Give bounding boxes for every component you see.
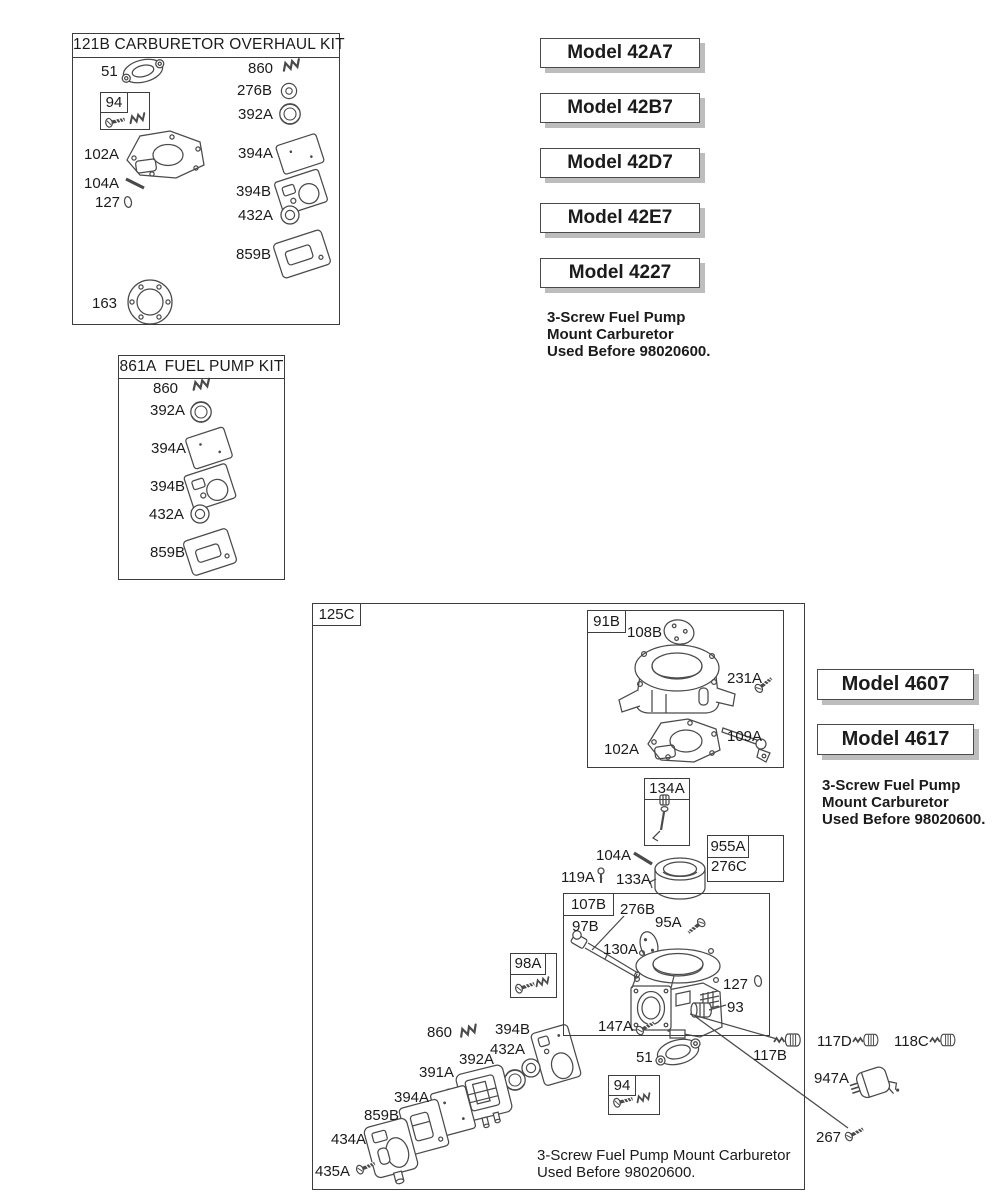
part-label-108b: 108B — [627, 624, 663, 641]
sub-box-134a — [644, 778, 690, 846]
fuel-pump-kit-title: 861A FUEL PUMP KIT — [119, 356, 284, 379]
part-label-394a: 394A — [238, 145, 274, 162]
part-label-392a-fk: 392A — [150, 402, 186, 419]
part-label-97b: 97B — [572, 918, 599, 935]
part-label-860: 860 — [248, 60, 274, 77]
part-label-860-fk: 860 — [153, 380, 179, 397]
top-note-line1: 3-Screw Fuel Pump — [547, 309, 686, 326]
part-label-95a: 95A — [655, 914, 682, 931]
part-label-859b-bt: 859B — [364, 1107, 400, 1124]
part-label-394b-bt: 394B — [495, 1021, 531, 1038]
part-label-394b-fk: 394B — [150, 478, 186, 495]
part-label-394a-fk: 394A — [151, 440, 187, 457]
part-label-434a: 434A — [331, 1131, 367, 1148]
part-label-432a: 432A — [238, 207, 274, 224]
overhaul-kit-title: 121B CARBURETOR OVERHAUL KIT — [73, 34, 339, 58]
plug-118c-drawing — [930, 1034, 955, 1045]
part-label-231a: 231A — [727, 670, 763, 687]
sub-box-98a-label: 98A — [511, 954, 546, 975]
part-label-117d: 117D — [817, 1033, 852, 1050]
right-note-line1: 3-Screw Fuel Pump — [822, 777, 961, 794]
fuel-pump-kit-box — [118, 355, 285, 580]
top-note-line2: Mount Carburetor — [547, 326, 674, 343]
part-label-51-bt: 51 — [636, 1049, 653, 1066]
right-note-line3: Used Before 98020600. — [822, 811, 986, 828]
part-label-432a-fk: 432A — [149, 506, 185, 523]
part-label-163: 163 — [92, 295, 118, 312]
part-label-127b: 127 — [723, 976, 749, 993]
model-badge-4617: Model 4617 — [817, 724, 974, 755]
part-label-102a-91b: 102A — [604, 741, 640, 758]
sub-box-107b-label: 107B — [564, 894, 614, 916]
solenoid-947a-drawing — [847, 1063, 900, 1106]
part-label-147a: 147A — [598, 1018, 634, 1035]
assembly-note-line1: 3-Screw Fuel Pump Mount Carburetor — [537, 1147, 791, 1164]
part-label-102a: 102A — [84, 146, 120, 163]
part-label-859b-fk: 859B — [150, 544, 186, 561]
part-label-118c: 118C — [894, 1033, 929, 1050]
part-label-394a-bt: 394A — [394, 1089, 430, 1106]
part-label-104a: 104A — [84, 175, 120, 192]
assembly-note-line2: Used Before 98020600. — [537, 1164, 696, 1181]
part-label-947a: 947A — [814, 1070, 850, 1087]
model-badge-42a7: Model 42A7 — [540, 38, 700, 68]
assembly-box-label: 125C — [313, 604, 361, 626]
part-label-119a: 119A — [561, 869, 595, 886]
part-label-130a: 130A — [603, 941, 639, 958]
sub-box-91b-label: 91B — [588, 611, 626, 633]
sub-box-955a-label: 955A — [708, 836, 749, 858]
part-label-435a: 435A — [315, 1163, 351, 1180]
part-label-127: 127 — [95, 194, 121, 211]
plug-117d-drawing — [853, 1034, 878, 1045]
part-label-93: 93 — [727, 999, 744, 1016]
part-label-276b: 276B — [237, 82, 273, 99]
part-label-104a-mid: 104A — [596, 847, 632, 864]
part-label-391a: 391A — [419, 1064, 455, 1081]
part-label-394b: 394B — [236, 183, 272, 200]
part-label-51: 51 — [101, 63, 118, 80]
model-badge-42d7: Model 42D7 — [540, 148, 700, 178]
kit-94-label: 94 — [101, 93, 128, 113]
part-label-109a: 109A — [727, 728, 763, 745]
part-label-117b: 117B — [753, 1047, 787, 1064]
model-badge-42b7: Model 42B7 — [540, 93, 700, 123]
model-badge-4227: Model 4227 — [540, 258, 700, 288]
part-label-276b-107b: 276B — [620, 901, 656, 918]
part-label-133a: 133A — [616, 871, 652, 888]
sub-box-94b-label: 94 — [609, 1076, 636, 1096]
part-label-432a-bt: 432A — [490, 1041, 526, 1058]
right-note-line2: Mount Carburetor — [822, 794, 949, 811]
kit-94-box — [100, 92, 150, 130]
sub-box-134a-label: 134A — [645, 779, 689, 800]
top-note-line3: Used Before 98020600. — [547, 343, 711, 360]
part-label-392a-bt: 392A — [459, 1051, 495, 1068]
sub-box-94b — [608, 1075, 660, 1115]
part-label-392a: 392A — [238, 106, 274, 123]
part-label-276c: 276C — [711, 858, 747, 875]
model-badge-4607: Model 4607 — [817, 669, 974, 700]
model-badge-42e7: Model 42E7 — [540, 203, 700, 233]
part-label-860-bt: 860 — [427, 1024, 453, 1041]
part-label-267: 267 — [816, 1129, 842, 1146]
part-label-859b: 859B — [236, 246, 272, 263]
sub-box-98a — [510, 953, 557, 998]
